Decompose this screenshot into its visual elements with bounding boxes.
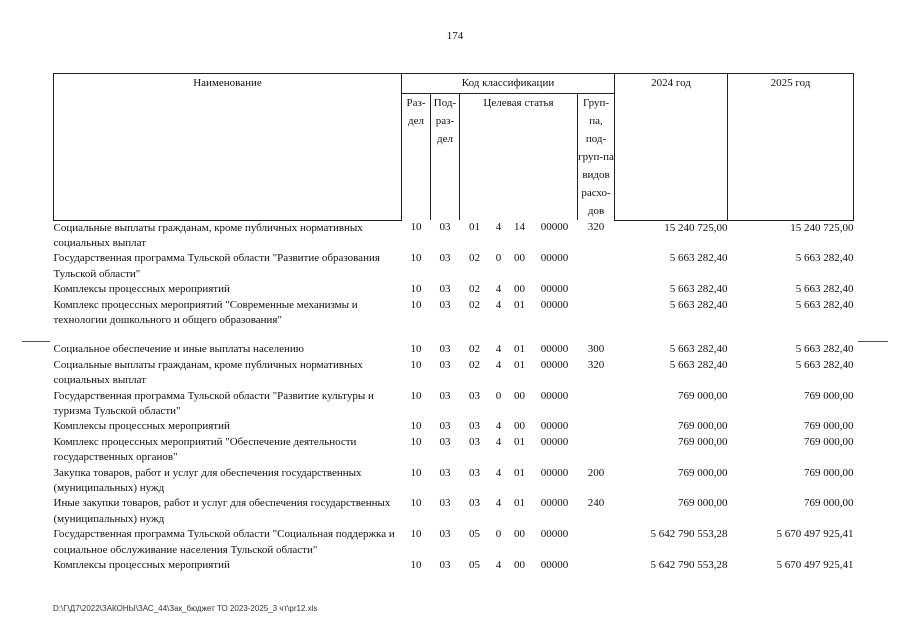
row-rz: 10 xyxy=(410,420,422,433)
row-y2: 5 663 282,40 xyxy=(795,358,854,371)
row-pr: 03 xyxy=(439,358,451,371)
row-pr: 03 xyxy=(439,497,451,510)
row-p4: 00000 xyxy=(540,283,569,296)
row-p1: 01 xyxy=(469,221,480,233)
row-p1: 03 xyxy=(469,435,480,448)
row-y2: 5 663 282,40 xyxy=(795,252,854,265)
table-row xyxy=(54,282,854,297)
row-p4: 00000 xyxy=(540,420,569,433)
header-code-group: Код классификации xyxy=(402,74,615,94)
table-row xyxy=(54,496,854,527)
table-row xyxy=(54,419,854,434)
row-p3: 01 xyxy=(514,343,525,356)
row-p4: 00000 xyxy=(540,497,569,510)
header-target-article: Целевая статья xyxy=(460,94,578,221)
row-name: Комплексы процессных мероприятий xyxy=(53,559,230,572)
row-y1: 769 000,00 xyxy=(678,389,728,402)
row-name: Комплекс процессных мероприятий "Современные механизмы и технологии дошкольного и общего образования" xyxy=(53,298,358,326)
row-p1: 03 xyxy=(469,497,480,510)
row-p3: 01 xyxy=(514,298,525,311)
row-y1: 5 642 790 553,28 xyxy=(650,559,728,572)
row-name: Государственная программа Тульской области "Развитие образования Тульской области" xyxy=(53,252,380,280)
header-name: Наименование xyxy=(54,74,402,221)
header-year-2024: 2024 год xyxy=(615,74,728,221)
row-p3: 01 xyxy=(514,358,525,371)
row-p1: 02 xyxy=(469,358,480,371)
row-p1: 03 xyxy=(469,466,480,479)
table-row xyxy=(54,527,854,558)
row-p2: 0 xyxy=(495,528,502,541)
row-name: Государственная программа Тульской области "Социальная поддержка и социальное обслуживание населения Тульской области" xyxy=(53,528,395,556)
row-y2: 769 000,00 xyxy=(804,466,854,479)
row-p3: 00 xyxy=(514,528,525,541)
row-p2: 0 xyxy=(495,252,502,265)
table-row xyxy=(54,358,854,389)
row-p3: 00 xyxy=(514,252,525,265)
row-pr: 03 xyxy=(439,283,451,296)
row-name: Социальные выплаты гражданам, кроме публичных нормативных социальных выплат xyxy=(53,358,363,387)
row-p2: 4 xyxy=(495,298,502,311)
row-y1: 769 000,00 xyxy=(678,420,728,433)
row-y1: 5 663 282,40 xyxy=(669,343,728,356)
row-p1: 02 xyxy=(469,298,480,311)
row-pr: 03 xyxy=(439,252,451,265)
row-pr: 03 xyxy=(439,420,451,433)
row-pr: 03 xyxy=(439,466,451,479)
row-p3: 01 xyxy=(514,435,525,448)
row-vr xyxy=(578,558,615,573)
row-pr: 03 xyxy=(439,435,451,448)
row-p2: 4 xyxy=(495,343,502,356)
row-rz: 10 xyxy=(410,283,422,296)
table-row xyxy=(54,251,854,282)
row-p4: 00000 xyxy=(540,298,569,311)
row-y2: 769 000,00 xyxy=(804,435,854,448)
row-vr: 320 xyxy=(587,358,605,371)
row-p3: 00 xyxy=(514,283,525,296)
row-vr xyxy=(578,251,615,282)
page-number: 174 xyxy=(446,30,464,42)
row-rz: 10 xyxy=(410,435,422,448)
row-rz: 10 xyxy=(410,298,422,311)
header-razdel: Раз-дел xyxy=(402,94,431,221)
row-p4: 00000 xyxy=(540,252,569,265)
row-p2: 4 xyxy=(495,466,502,479)
row-p4: 00000 xyxy=(540,435,569,448)
row-p1: 05 xyxy=(469,528,480,541)
row-p4: 00000 xyxy=(540,466,569,479)
row-pr: 03 xyxy=(439,389,451,402)
header-podrazdel: Под-раз-дел xyxy=(431,94,460,221)
row-p3: 00 xyxy=(514,389,525,402)
row-p3: 01 xyxy=(514,497,525,510)
row-name: Закупка товаров, работ и услуг для обеспечения государственных (муниципальных) нужд xyxy=(53,466,362,494)
row-p1: 03 xyxy=(469,389,480,402)
file-path-footer: D:\Г\Д7\2022\ЗАКОНЫ\ЗАС_44\Зак_бюджет ТО 2023-2025_3 чт\pr12.xls xyxy=(53,604,318,613)
table-row xyxy=(54,389,854,420)
row-vr: 300 xyxy=(587,343,605,356)
table-row xyxy=(54,298,854,329)
row-pr: 03 xyxy=(439,298,451,311)
table-row xyxy=(54,466,854,497)
row-p1: 05 xyxy=(469,559,480,572)
row-p4: 00000 xyxy=(540,528,569,541)
row-y2: 15 240 725,00 xyxy=(790,221,854,234)
row-rz: 10 xyxy=(410,497,422,510)
row-rz: 10 xyxy=(410,559,422,572)
table-row xyxy=(54,220,854,251)
row-y1: 769 000,00 xyxy=(678,435,728,448)
row-name: Комплекс процессных мероприятий "Обеспечение деятельности государственных органов" xyxy=(53,435,357,464)
header-group: Груп-па, под-груп-па видов расхо-дов xyxy=(578,94,615,221)
row-pr: 03 xyxy=(439,528,451,541)
row-vr xyxy=(578,435,615,466)
page-break-gap xyxy=(54,328,854,342)
row-p2: 4 xyxy=(495,358,502,371)
row-name: Социальное обеспечение и иные выплаты населению xyxy=(53,343,305,356)
row-p2: 4 xyxy=(495,420,502,433)
row-p2: 4 xyxy=(495,221,502,233)
row-name: Комплексы процессных мероприятий xyxy=(53,283,230,296)
row-rz: 10 xyxy=(410,358,422,371)
scan-dash-left xyxy=(22,341,50,342)
row-rz: 10 xyxy=(410,252,422,265)
row-name: Социальные выплаты гражданам, кроме публичных нормативных социальных выплат xyxy=(53,221,363,249)
header-year-2025: 2025 год xyxy=(728,74,854,221)
row-vr xyxy=(578,298,615,329)
row-y2: 5 670 497 925,41 xyxy=(776,528,854,541)
row-p2: 4 xyxy=(495,559,502,572)
row-y1: 769 000,00 xyxy=(678,466,728,479)
row-p2: 4 xyxy=(495,283,502,296)
scan-dash-right xyxy=(858,341,888,342)
row-y2: 5 663 282,40 xyxy=(795,343,854,356)
row-name: Иные закупки товаров, работ и услуг для обеспечения государственных (муниципальных) нужд xyxy=(53,497,391,525)
row-p3: 01 xyxy=(514,466,525,479)
table-row xyxy=(54,342,854,357)
row-rz: 10 xyxy=(410,466,422,479)
row-p1: 02 xyxy=(469,343,480,356)
row-y1: 5 663 282,40 xyxy=(669,252,728,265)
row-p2: 4 xyxy=(495,497,502,510)
row-p4: 00000 xyxy=(540,389,569,402)
row-vr xyxy=(578,282,615,297)
row-p4: 00000 xyxy=(540,221,569,233)
row-p4: 00000 xyxy=(540,358,569,371)
row-p2: 0 xyxy=(495,389,502,402)
row-y2: 5 663 282,40 xyxy=(795,283,854,296)
row-p1: 03 xyxy=(469,420,480,433)
row-name: Комплексы процессных мероприятий xyxy=(53,420,230,433)
row-rz: 10 xyxy=(410,528,422,541)
table-row xyxy=(54,435,854,466)
row-p2: 4 xyxy=(495,435,502,448)
row-y1: 5 663 282,40 xyxy=(669,298,728,311)
row-name: Государственная программа Тульской области "Развитие культуры и туризма Тульской области" xyxy=(53,389,374,417)
table-row xyxy=(54,558,854,573)
row-p4: 00000 xyxy=(540,559,569,572)
row-y1: 5 663 282,40 xyxy=(669,283,728,296)
row-vr xyxy=(578,419,615,434)
row-rz: 10 xyxy=(410,221,422,233)
row-p3: 14 xyxy=(514,221,525,233)
row-y2: 5 663 282,40 xyxy=(795,298,854,311)
budget-table xyxy=(53,73,854,573)
row-vr: 200 xyxy=(587,466,605,479)
row-rz: 10 xyxy=(410,343,422,356)
row-vr: 240 xyxy=(587,497,605,510)
row-y2: 769 000,00 xyxy=(804,497,854,510)
row-p1: 02 xyxy=(469,283,480,296)
row-y2: 769 000,00 xyxy=(804,420,854,433)
row-p4: 00000 xyxy=(540,343,569,356)
row-y2: 5 670 497 925,41 xyxy=(776,559,854,572)
row-pr: 03 xyxy=(439,559,451,572)
row-rz: 10 xyxy=(410,389,422,402)
row-y1: 769 000,00 xyxy=(678,497,728,510)
row-y2: 769 000,00 xyxy=(804,389,854,402)
row-p3: 00 xyxy=(514,420,525,433)
row-vr: 320 xyxy=(587,221,605,233)
row-y1: 15 240 725,00 xyxy=(664,221,728,234)
row-vr xyxy=(578,527,615,558)
row-pr: 03 xyxy=(439,343,451,356)
row-p3: 00 xyxy=(514,559,525,572)
row-pr: 03 xyxy=(439,221,451,233)
row-vr xyxy=(578,389,615,420)
row-p1: 02 xyxy=(469,252,480,265)
row-y1: 5 642 790 553,28 xyxy=(650,528,728,541)
row-y1: 5 663 282,40 xyxy=(669,358,728,371)
